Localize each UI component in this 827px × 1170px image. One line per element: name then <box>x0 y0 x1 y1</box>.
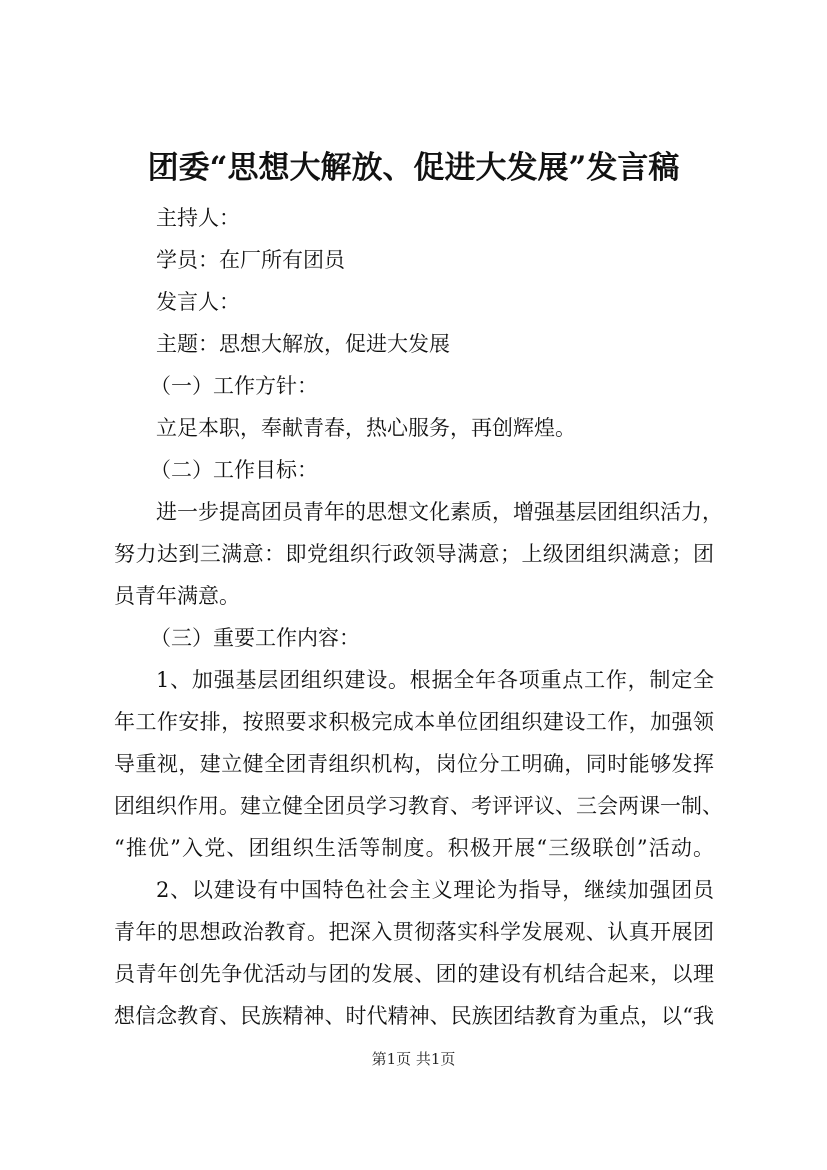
content-item-1-line: “推优”入党、团组织生活等制度。积极开展“三级联创”活动。 <box>114 836 714 860</box>
content-item-1-line: 导重视，建立健全团青组织机构，岗位分工明确，同时能够发挥 <box>114 752 714 776</box>
content-item-2-line: 青年的思想政治教育。把深入贯彻落实科学发展观、认真开展团 <box>114 920 714 944</box>
host-line: 主持人： <box>156 206 240 230</box>
participants-line: 学员：在厂所有团员 <box>156 248 345 272</box>
policy-text: 立足本职，奉献青春，热心服务，再创辉煌。 <box>156 416 576 440</box>
goals-text-line: 努力达到三满意：即党组织行政领导满意；上级团组织满意；团 <box>114 542 714 566</box>
goals-text-line: 员青年满意。 <box>114 584 240 608</box>
content-item-1-line: 年工作安排，按照要求积极完成本单位团组织建设工作，加强领 <box>114 710 714 734</box>
section-heading-goals: （二）工作目标： <box>150 458 318 482</box>
content-item-2-line: 员青年创先争优活动与团的发展、团的建设有机结合起来，以理 <box>114 962 714 986</box>
content-item-1-line: 团组织作用。建立健全团员学习教育、考评评议、三会两课一制、 <box>114 794 723 818</box>
section-heading-policy: （一）工作方针： <box>150 374 318 398</box>
section-heading-content: （三）重要工作内容： <box>150 626 360 650</box>
content-item-1-line: 1、加强基层团组织建设。根据全年各项重点工作，制定全 <box>156 668 714 692</box>
theme-line: 主题：思想大解放，促进大发展 <box>156 332 450 356</box>
document-body <box>114 197 723 1037</box>
speaker-line: 发言人： <box>156 290 240 314</box>
goals-text-line: 进一步提高团员青年的思想文化素质，增强基层团组织活力， <box>156 500 723 524</box>
page-footer: 第1页 共1页 <box>371 1050 456 1068</box>
content-item-2-line: 2、以建设有中国特色社会主义理论为指导，继续加强团员 <box>156 878 714 902</box>
content-item-2-line: 想信念教育、民族精神、时代精神、民族团结教育为重点，以“我 <box>114 1004 714 1028</box>
document-title: 团委“思想大解放、促进大发展”发言稿 <box>147 150 680 186</box>
